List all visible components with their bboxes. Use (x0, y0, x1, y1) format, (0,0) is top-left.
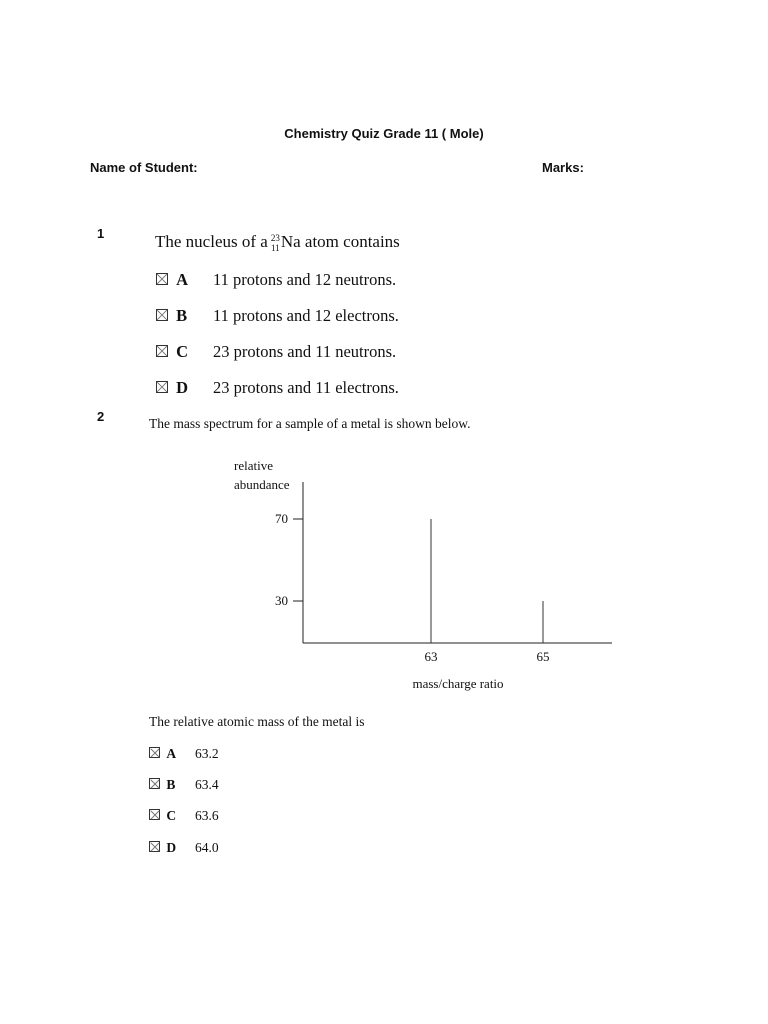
q2-option-d[interactable] (149, 840, 219, 856)
option-letter: D (176, 378, 189, 397)
option-text: 11 protons and 12 neutrons. (213, 270, 397, 289)
option-text: 63.4 (195, 777, 219, 792)
option-text: 11 protons and 12 electrons. (213, 306, 399, 325)
q2-option-a[interactable] (149, 746, 219, 762)
q2-option-c[interactable] (149, 808, 219, 824)
isotope-atomic: 11 (270, 243, 280, 254)
option-letter: B (176, 306, 188, 325)
question-number-2: 2 (97, 409, 105, 424)
option-letter: B (166, 777, 176, 792)
option-letter: A (176, 270, 189, 289)
isotope-mass: 23 (270, 233, 280, 244)
question-number-1: 1 (97, 226, 105, 241)
checkbox-icon[interactable] (149, 809, 160, 820)
question-2-prompt: The relative atomic mass of the metal is (149, 714, 365, 729)
x-tick-label: 65 (536, 649, 550, 664)
x-tick-label: 63 (424, 649, 438, 664)
isotope-symbol: Na (280, 232, 301, 251)
option-text: 63.2 (195, 746, 219, 761)
option-text: 63.6 (195, 808, 219, 823)
question-2-stem: The mass spectrum for a sample of a metal is shown below. (149, 416, 471, 431)
option-text: 23 protons and 11 neutrons. (213, 342, 397, 361)
page-title: Chemistry Quiz Grade 11 ( Mole) (284, 126, 484, 141)
checkbox-icon[interactable] (149, 841, 160, 852)
y-axis-label-line2: abundance (234, 477, 290, 492)
y-tick-label: 30 (275, 593, 288, 608)
y-tick-label: 70 (275, 511, 288, 526)
checkbox-icon[interactable] (149, 778, 160, 789)
option-letter: C (166, 808, 177, 823)
option-text: 64.0 (195, 840, 219, 855)
marks-label: Marks: (542, 160, 584, 175)
student-name-label: Name of Student: (90, 160, 198, 175)
stem-before: The nucleus of a (155, 232, 268, 251)
option-text: 23 protons and 11 electrons. (213, 378, 399, 397)
x-axis-label: mass/charge ratio (412, 676, 504, 691)
option-letter: A (166, 746, 177, 761)
option-letter: D (166, 840, 177, 855)
checkbox-icon[interactable] (149, 747, 160, 758)
stem-after: atom contains (304, 232, 400, 251)
option-letter: C (176, 342, 189, 361)
y-axis-label-line1: relative (234, 458, 273, 473)
q2-option-b[interactable] (149, 777, 219, 793)
